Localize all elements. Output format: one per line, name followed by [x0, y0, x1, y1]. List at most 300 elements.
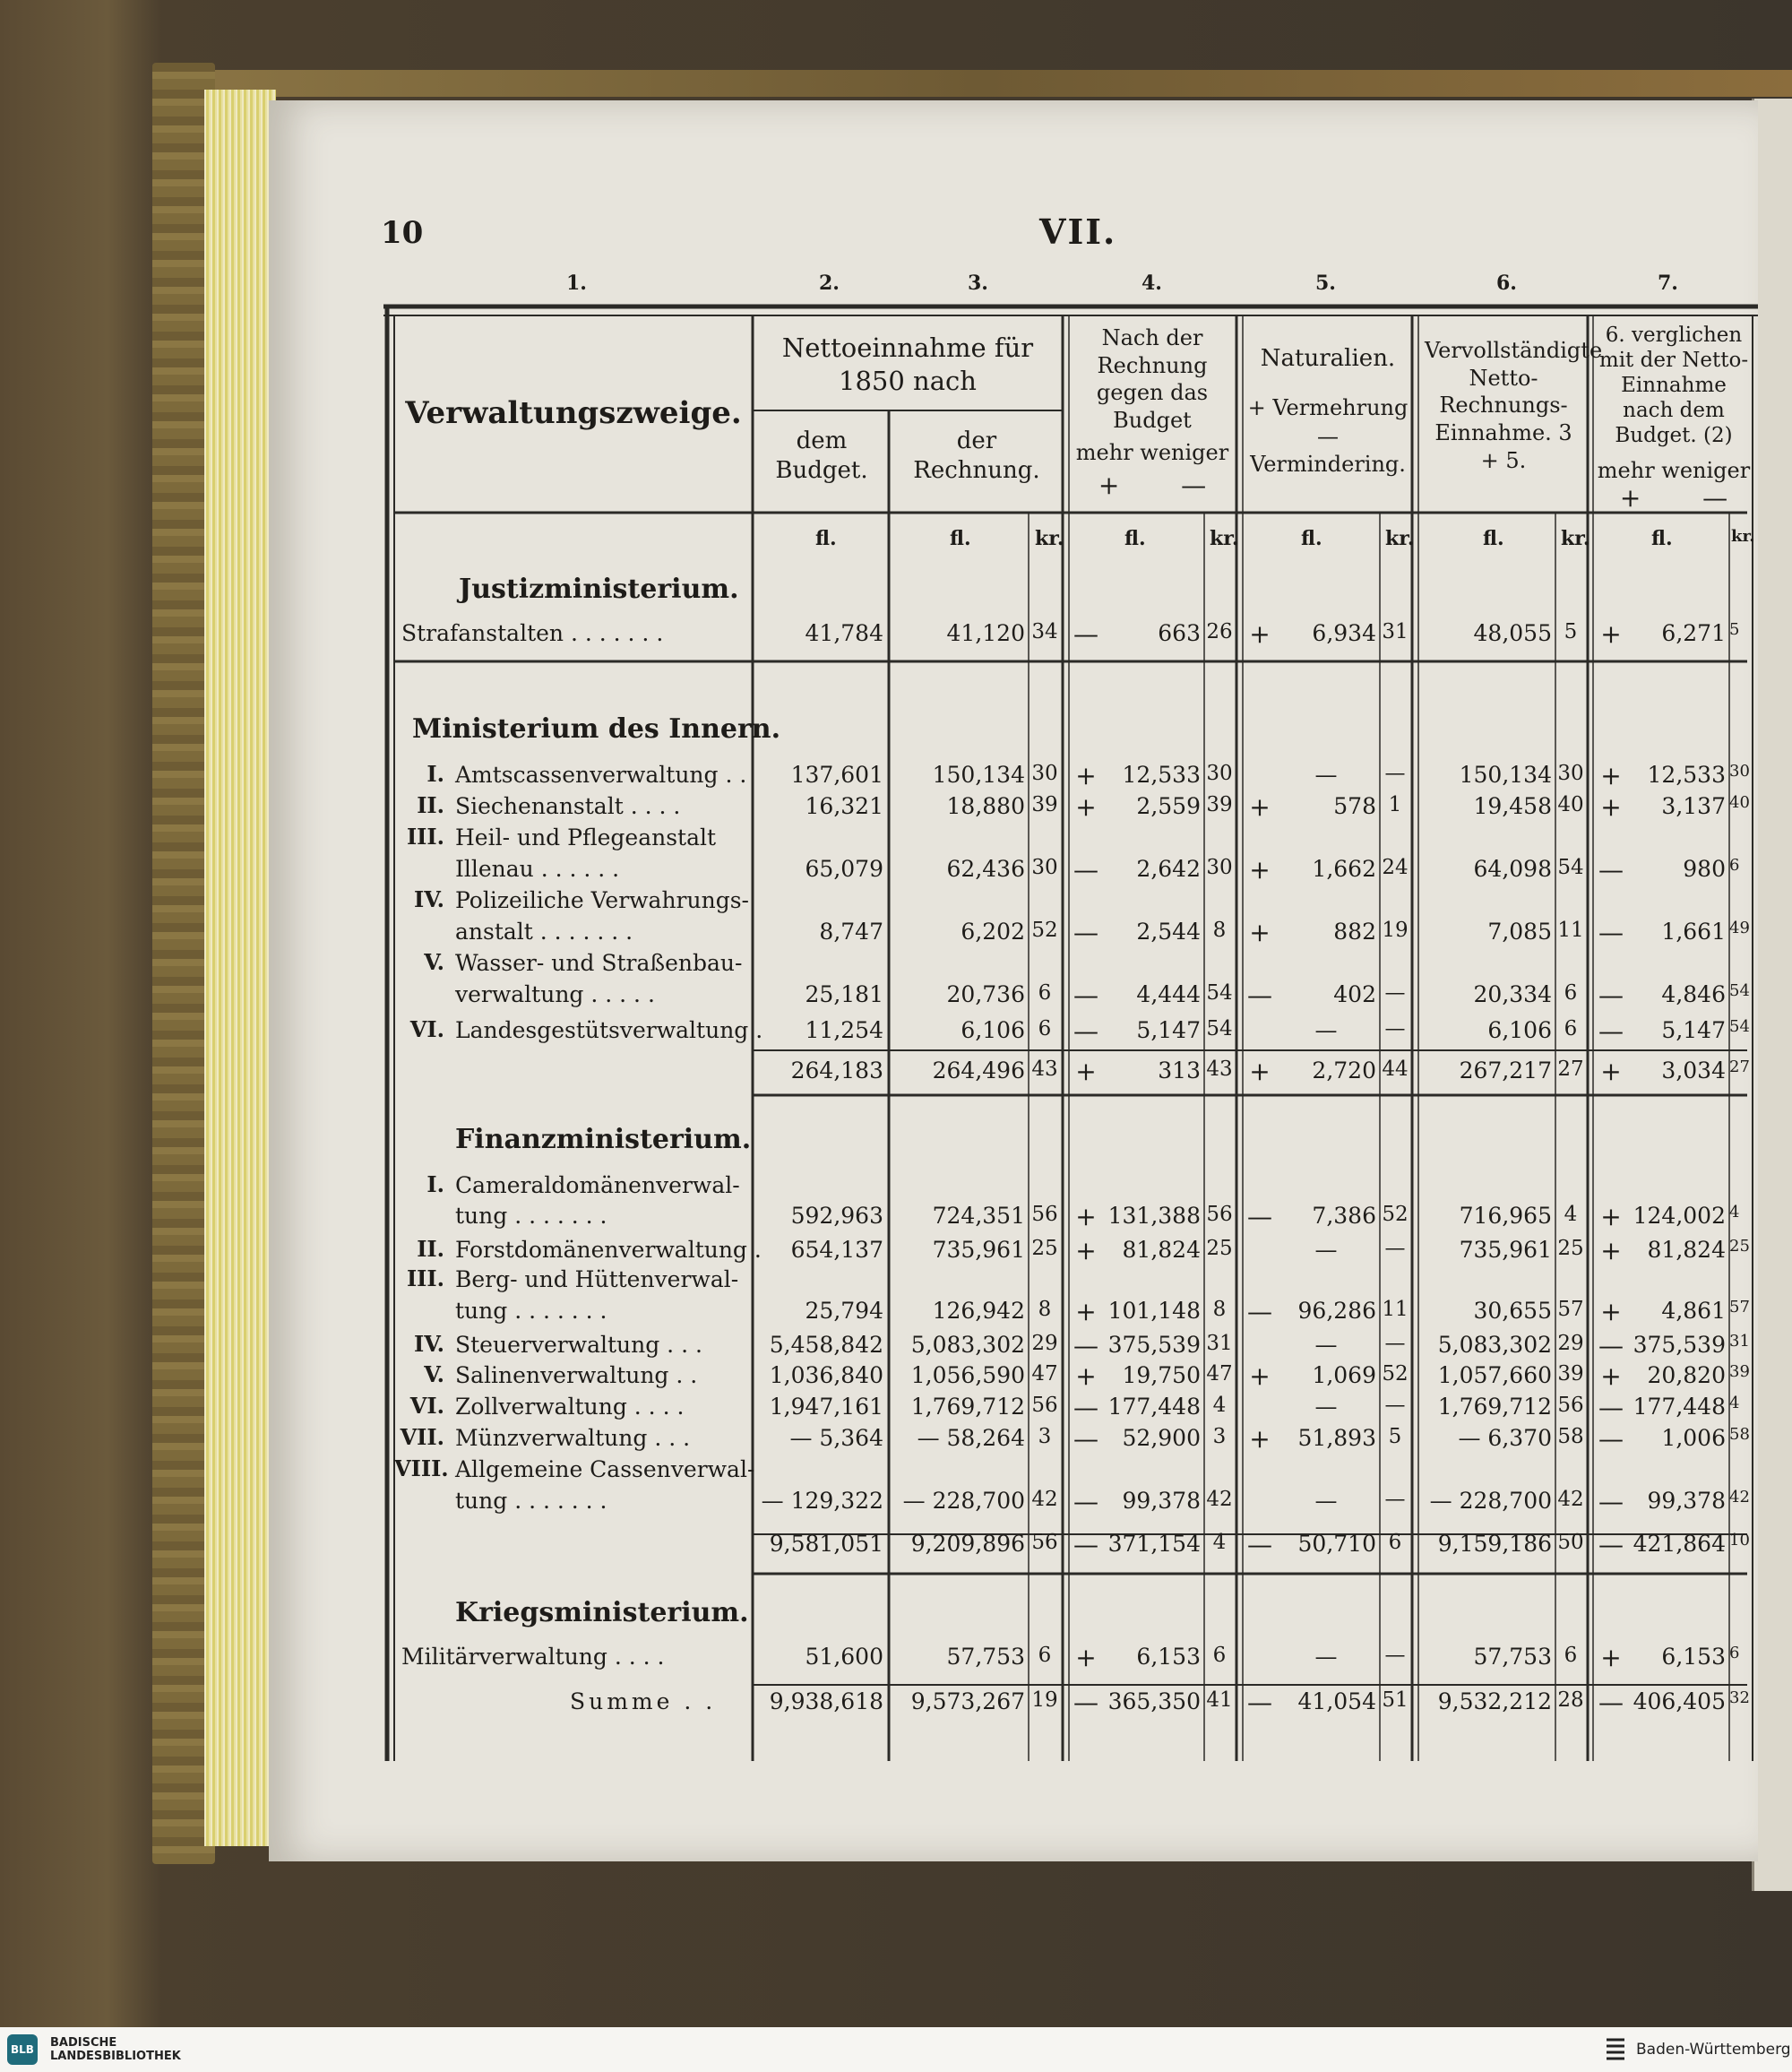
diff-fl: 313	[1158, 1058, 1201, 1083]
rechnung-fl: 1,769,712	[910, 1394, 1025, 1420]
naturalien-kr: —	[1384, 981, 1406, 1005]
vervollst-fl: 57,753	[1473, 1644, 1552, 1670]
diff-fl: 177,448	[1107, 1394, 1201, 1420]
naturalien-fl: 41,054	[1297, 1688, 1376, 1714]
vergleich-fl: 1,006	[1661, 1425, 1726, 1451]
diff-sign: —	[1073, 1393, 1098, 1422]
vervollst-kr: 54	[1557, 856, 1584, 879]
naturalien-fl: 2,720	[1312, 1058, 1376, 1083]
vergleich-fl: 3,137	[1661, 793, 1726, 819]
rechnung-fl: — 58,264	[917, 1425, 1025, 1451]
section-title: Justizministerium.	[459, 574, 739, 605]
diff-fl: 365,350	[1107, 1688, 1201, 1714]
naturalien-fl: —	[1314, 1394, 1338, 1420]
vervollst-fl: 5,083,302	[1437, 1332, 1552, 1358]
vergleich-kr: 25	[1729, 1237, 1750, 1256]
vervollst-fl: 6,106	[1487, 1017, 1552, 1043]
vergleich-sign: —	[1598, 1688, 1624, 1717]
naturalien-sign: +	[1249, 792, 1271, 822]
row-number: VII.	[400, 1424, 444, 1450]
diff-sign: —	[1073, 1530, 1098, 1559]
diff-kr: 30	[1206, 762, 1233, 785]
row-number: V.	[424, 1361, 444, 1387]
rechnung-kr: 25	[1031, 1237, 1058, 1260]
rechnung-fl: 1,056,590	[910, 1362, 1025, 1388]
diff-fl: 2,559	[1136, 793, 1201, 819]
row-label: Amtscassenverwaltung . .	[455, 762, 747, 788]
blb-logo-icon: BLB	[7, 2034, 38, 2065]
naturalien-kr: 6	[1388, 1531, 1402, 1554]
diff-fl: 5,147	[1136, 1017, 1201, 1043]
vervollst-kr: 5	[1564, 620, 1578, 643]
naturalien-sign: +	[1249, 619, 1271, 649]
row-label: Illenau . . . . . .	[455, 856, 620, 882]
naturalien-kr: 31	[1382, 620, 1409, 643]
rechnung-kr: 3	[1038, 1425, 1052, 1448]
rechnung-kr: 39	[1031, 793, 1058, 816]
diff-fl: 2,544	[1136, 919, 1201, 945]
vervollst-fl: 716,965	[1459, 1203, 1552, 1229]
diff-sign: +	[1075, 792, 1097, 822]
rechnung-fl: 41,120	[946, 620, 1025, 646]
rechnung-fl: 735,961	[932, 1237, 1025, 1263]
rechnung-kr: 42	[1031, 1488, 1058, 1511]
rechnung-kr: 34	[1031, 620, 1058, 643]
rechnung-kr: 30	[1031, 762, 1058, 785]
diff-sign: +	[1075, 761, 1097, 790]
diff-sign: —	[1073, 619, 1098, 649]
diff-kr: 56	[1206, 1203, 1233, 1226]
naturalien-kr: 1	[1388, 793, 1402, 816]
vervollst-fl: 7,085	[1487, 919, 1552, 945]
vergleich-kr: 6	[1729, 856, 1740, 875]
vergleich-kr: 54	[1729, 1017, 1750, 1036]
vergleich-fl: 6,153	[1661, 1644, 1726, 1670]
vervollst-kr: 42	[1557, 1488, 1584, 1511]
vervollst-fl: 20,334	[1473, 981, 1552, 1007]
budget-fl: 137,601	[790, 762, 883, 788]
budget-fl: 51,600	[805, 1644, 883, 1670]
rechnung-kr: 30	[1031, 856, 1058, 879]
header-verminderung: — Vermindering.	[1250, 424, 1406, 477]
budget-fl: 5,458,842	[769, 1332, 883, 1358]
rechnung-fl: — 228,700	[902, 1488, 1025, 1514]
vergleich-sign: +	[1600, 1236, 1622, 1265]
row-number: I.	[426, 1171, 444, 1197]
row-number: II.	[417, 792, 444, 818]
vergleich-fl: 81,824	[1647, 1237, 1726, 1263]
vergleich-kr: 40	[1729, 793, 1750, 812]
row-number: IV.	[413, 886, 444, 912]
diff-fl: 19,750	[1122, 1362, 1201, 1388]
naturalien-sign: +	[1249, 1057, 1271, 1086]
column-number: 6.	[1496, 272, 1517, 295]
column-number: 3.	[968, 272, 988, 295]
vervollst-fl: 1,769,712	[1437, 1394, 1552, 1420]
rechnung-fl: 57,753	[946, 1644, 1025, 1670]
budget-fl: 25,794	[805, 1298, 883, 1324]
naturalien-sign: —	[1247, 980, 1272, 1010]
section-title: Ministerium des Innern.	[412, 713, 781, 745]
diff-kr: 4	[1212, 1394, 1227, 1417]
vervollst-fl: 19,458	[1473, 793, 1552, 819]
vervollst-fl: 64,098	[1473, 856, 1552, 882]
naturalien-kr: 24	[1382, 856, 1409, 879]
vervollst-fl: 48,055	[1473, 620, 1552, 646]
naturalien-kr: —	[1384, 762, 1406, 785]
vergleich-kr: 58	[1729, 1425, 1750, 1444]
vergleich-sign: +	[1600, 1202, 1622, 1231]
vergleich-fl: 4,846	[1661, 981, 1726, 1007]
diff-fl: 101,148	[1107, 1298, 1201, 1324]
vergleich-sign: —	[1598, 1393, 1624, 1422]
row-label: Steuerverwaltung . . .	[455, 1332, 702, 1358]
unit-label: fl.	[1651, 527, 1673, 550]
rechnung-fl: 5,083,302	[910, 1332, 1025, 1358]
rechnung-fl: 9,573,267	[910, 1688, 1025, 1714]
naturalien-kr: 19	[1382, 919, 1409, 942]
vervollst-kr: 30	[1557, 762, 1584, 785]
vervollst-kr: 28	[1557, 1688, 1584, 1712]
diff-fl: 6,153	[1136, 1644, 1201, 1670]
diff-fl: 375,539	[1107, 1332, 1201, 1358]
diff-sign: —	[1073, 980, 1098, 1010]
row-number: I.	[426, 761, 444, 787]
vergleich-sign: —	[1598, 1424, 1624, 1454]
unit-label: kr.	[1210, 527, 1239, 550]
row-label: Landesgestütsverwaltung .	[455, 1017, 763, 1043]
row-label: Siechenanstalt . . . .	[455, 793, 681, 819]
naturalien-sign: +	[1249, 1424, 1271, 1454]
vergleich-sign: +	[1600, 761, 1622, 790]
rechnung-kr: 43	[1031, 1058, 1058, 1081]
vergleich-sign: —	[1598, 1016, 1624, 1046]
naturalien-sign: —	[1247, 1688, 1272, 1717]
naturalien-fl: 1,662	[1312, 856, 1376, 882]
vergleich-kr: 32	[1729, 1688, 1750, 1707]
vergleich-sign: —	[1598, 1331, 1624, 1360]
diff-kr: 4	[1212, 1531, 1227, 1554]
row-label: tung . . . . . . .	[455, 1298, 607, 1324]
vergleich-fl: 6,271	[1661, 620, 1726, 646]
rechnung-fl: 6,202	[961, 919, 1025, 945]
rechnung-fl: 18,880	[946, 793, 1025, 819]
vergleich-fl: 12,533	[1647, 762, 1726, 788]
diff-sign: —	[1073, 855, 1098, 885]
blb-line-2: LANDESBIBLIOTHEK	[50, 2050, 181, 2063]
diff-sign: +	[1075, 1057, 1097, 1086]
naturalien-fl: —	[1314, 1017, 1338, 1043]
budget-fl: 1,947,161	[769, 1394, 883, 1420]
naturalien-sign: —	[1247, 1202, 1272, 1231]
header-verglichen: 6. verglichen mit der Netto-Einnahme nach dem Budget. (2)	[1598, 324, 1749, 448]
diff-sign: +	[1075, 1297, 1097, 1326]
page-title: VII.	[1039, 212, 1117, 252]
vergleich-sign: +	[1600, 1643, 1622, 1672]
vergleich-kr: 27	[1729, 1058, 1750, 1076]
diff-sign: +	[1075, 1643, 1097, 1672]
naturalien-kr: —	[1384, 1488, 1406, 1511]
vergleich-kr: 54	[1729, 981, 1750, 1000]
naturalien-kr: 11	[1382, 1298, 1409, 1321]
diff-fl: 371,154	[1107, 1531, 1201, 1557]
vervollst-fl: — 228,700	[1429, 1488, 1552, 1514]
naturalien-fl: —	[1314, 762, 1338, 788]
row-number: III.	[406, 824, 444, 850]
unit-label: fl.	[1483, 527, 1504, 550]
row-number: VI.	[409, 1016, 444, 1042]
row-label: Zollverwaltung . . . .	[455, 1394, 685, 1420]
diff-sign: +	[1075, 1202, 1097, 1231]
diff-fl: 131,388	[1107, 1203, 1201, 1229]
header-mehr-weniger-7: mehr weniger	[1597, 458, 1751, 483]
vergleich-kr: 42	[1729, 1488, 1750, 1507]
rechnung-kr: 56	[1031, 1531, 1058, 1554]
budget-fl: 25,181	[805, 981, 883, 1007]
budget-fl: 1,036,840	[769, 1362, 883, 1388]
diff-fl: 81,824	[1122, 1237, 1201, 1263]
row-label: verwaltung . . . . .	[455, 981, 655, 1007]
vergleich-fl: 4,861	[1661, 1298, 1726, 1324]
row-number: IV.	[413, 1331, 444, 1357]
section-title: Kriegsministerium.	[455, 1597, 749, 1628]
diff-sign: —	[1073, 1487, 1098, 1516]
unit-label: fl.	[1301, 527, 1322, 550]
row-label: Summe . .	[570, 1688, 717, 1714]
vervollst-fl: 1,057,660	[1437, 1362, 1552, 1388]
header-vermehrung: + Vermehrung	[1247, 395, 1409, 420]
row-number: VIII.	[394, 1455, 449, 1481]
row-label: Berg- und Hüttenverwal-	[455, 1266, 739, 1292]
vergleich-fl: 375,539	[1633, 1332, 1726, 1358]
budget-fl: 65,079	[805, 856, 883, 882]
vergleich-fl: 1,661	[1661, 919, 1726, 945]
vergleich-sign: +	[1600, 1297, 1622, 1326]
diff-kr: 43	[1206, 1058, 1233, 1081]
header-nettoeinnahme: Nettoeinnahme für 1850 nach	[781, 332, 1034, 397]
vergleich-sign: —	[1598, 980, 1624, 1010]
diff-fl: 52,900	[1122, 1425, 1201, 1451]
vervollst-fl: 30,655	[1473, 1298, 1552, 1324]
budget-fl: 9,581,051	[769, 1531, 883, 1557]
diff-kr: 39	[1206, 793, 1233, 816]
diff-sign: —	[1073, 1688, 1098, 1717]
rechnung-fl: 9,209,896	[910, 1531, 1025, 1557]
vervollst-kr: 57	[1557, 1298, 1584, 1321]
coat-of-arms-icon	[1604, 2036, 1627, 2063]
naturalien-kr: 5	[1388, 1425, 1402, 1448]
vergleich-kr: 10	[1729, 1531, 1750, 1550]
vervollst-kr: 58	[1557, 1425, 1584, 1448]
vergleich-fl: 5,147	[1661, 1017, 1726, 1043]
naturalien-fl: —	[1314, 1237, 1338, 1263]
naturalien-kr: —	[1384, 1394, 1406, 1417]
rechnung-kr: 8	[1038, 1298, 1052, 1321]
row-label: tung . . . . . . .	[455, 1488, 607, 1514]
vergleich-sign: +	[1600, 1361, 1622, 1391]
blb-line-1: BADISCHE	[50, 2036, 117, 2050]
header-plus-minus-7: + —	[1619, 483, 1728, 513]
vergleich-kr: 4	[1729, 1203, 1740, 1222]
naturalien-sign: +	[1249, 855, 1271, 885]
budget-fl: 654,137	[790, 1237, 883, 1263]
vervollst-kr: 39	[1557, 1362, 1584, 1386]
vervollst-kr: 6	[1564, 1644, 1578, 1667]
row-label: anstalt . . . . . . .	[455, 919, 633, 945]
row-label: Münzverwaltung . . .	[455, 1425, 691, 1451]
vergleich-kr: 49	[1729, 919, 1750, 937]
column-number: 1.	[566, 272, 587, 295]
vervollst-fl: 9,159,186	[1437, 1531, 1552, 1557]
diff-fl: 99,378	[1122, 1488, 1201, 1514]
diff-kr: 30	[1206, 856, 1233, 879]
row-label: Forstdomänenverwaltung .	[455, 1237, 762, 1263]
footer-bar	[0, 2027, 1792, 2072]
header-vervollstaendigte: Vervollständigte Netto-Rechnungs-Einnahme. 3 + 5.	[1425, 338, 1603, 473]
vervollst-kr: 4	[1564, 1203, 1578, 1226]
vervollst-kr: 25	[1557, 1237, 1584, 1260]
budget-fl: 41,784	[805, 620, 883, 646]
rechnung-kr: 29	[1031, 1332, 1058, 1355]
naturalien-fl: 578	[1333, 793, 1376, 819]
row-number: V.	[424, 949, 444, 975]
naturalien-fl: 882	[1333, 919, 1376, 945]
unit-label: fl.	[815, 527, 837, 550]
diff-sign: —	[1073, 1331, 1098, 1360]
header-plus-minus: + —	[1098, 471, 1207, 500]
rechnung-kr: 6	[1038, 1017, 1052, 1040]
diff-fl: 12,533	[1122, 762, 1201, 788]
header-verwaltungszweige: Verwaltungszweige.	[405, 395, 742, 431]
rechnung-fl: 724,351	[932, 1203, 1025, 1229]
blb-logo-text	[50, 2036, 181, 2063]
row-label: tung . . . . . . .	[455, 1203, 607, 1229]
budget-fl: 9,938,618	[769, 1688, 883, 1714]
rechnung-kr: 56	[1031, 1394, 1058, 1417]
vergleich-fl: 99,378	[1647, 1488, 1726, 1514]
vergleich-kr: 31	[1729, 1332, 1750, 1351]
row-number: VI.	[409, 1393, 444, 1419]
diff-kr: 31	[1206, 1332, 1233, 1355]
vergleich-sign: —	[1598, 1487, 1624, 1516]
vervollst-fl: 150,134	[1459, 762, 1552, 788]
vergleich-fl: 3,034	[1661, 1058, 1726, 1083]
vervollst-fl: — 6,370	[1458, 1425, 1552, 1451]
vervollst-kr: 6	[1564, 1017, 1578, 1040]
vervollst-kr: 11	[1557, 919, 1584, 942]
rechnung-fl: 62,436	[946, 856, 1025, 882]
row-label: Militärverwaltung . . . .	[401, 1644, 665, 1670]
diff-kr: 25	[1206, 1237, 1233, 1260]
row-label: Wasser- und Straßenbau-	[455, 950, 743, 976]
vergleich-fl: 980	[1683, 856, 1726, 882]
rechnung-kr: 52	[1031, 919, 1058, 942]
vervollst-fl: 735,961	[1459, 1237, 1552, 1263]
vergleich-sign: —	[1598, 855, 1624, 885]
vervollst-fl: 267,217	[1459, 1058, 1552, 1083]
vergleich-fl: 124,002	[1633, 1203, 1726, 1229]
header-budget: dem Budget.	[775, 427, 868, 485]
naturalien-kr: —	[1384, 1644, 1406, 1667]
diff-kr: 54	[1206, 981, 1233, 1005]
vervollst-kr: 56	[1557, 1394, 1584, 1417]
header-rechnung-gegen-budget: Nach der Rechnung gegen das Budget	[1096, 325, 1209, 434]
column-number: 2.	[819, 272, 840, 295]
header-rechnung: der Rechnung.	[913, 427, 1040, 485]
naturalien-fl: 7,386	[1312, 1203, 1376, 1229]
naturalien-fl: 402	[1333, 981, 1376, 1007]
column-number: 5.	[1315, 272, 1336, 295]
vergleich-sign: +	[1600, 619, 1622, 649]
budget-fl: — 5,364	[789, 1425, 883, 1451]
unit-label: kr.	[1561, 527, 1590, 550]
vervollst-kr: 27	[1557, 1058, 1584, 1081]
budget-fl: 11,254	[805, 1017, 883, 1043]
naturalien-fl: 50,710	[1297, 1531, 1376, 1557]
diff-kr: 42	[1206, 1488, 1233, 1511]
naturalien-kr: 44	[1382, 1058, 1409, 1081]
rechnung-fl: 6,106	[961, 1017, 1025, 1043]
row-label: Heil- und Pflegeanstalt	[455, 824, 717, 850]
header-mehr-weniger: mehr weniger	[1075, 440, 1229, 465]
diff-kr: 47	[1206, 1362, 1233, 1386]
budget-fl: 592,963	[790, 1203, 883, 1229]
naturalien-fl: 96,286	[1297, 1298, 1376, 1324]
unit-label: kr.	[1035, 527, 1064, 550]
budget-fl: 16,321	[805, 793, 883, 819]
naturalien-kr: —	[1384, 1237, 1406, 1260]
rechnung-fl: 150,134	[932, 762, 1025, 788]
diff-sign: —	[1073, 1424, 1098, 1454]
vergleich-sign: —	[1598, 918, 1624, 947]
diff-sign: —	[1073, 918, 1098, 947]
vergleich-kr: 4	[1729, 1394, 1740, 1412]
vergleich-fl: 20,820	[1647, 1362, 1726, 1388]
row-label: Cameraldomänenverwal-	[455, 1172, 740, 1198]
unit-label: fl.	[1124, 527, 1146, 550]
column-number: 7.	[1658, 272, 1678, 295]
naturalien-fl: —	[1314, 1332, 1338, 1358]
unit-label: kr.	[1731, 527, 1755, 546]
diff-fl: 2,642	[1136, 856, 1201, 882]
naturalien-kr: 51	[1382, 1688, 1409, 1712]
vergleich-kr: 39	[1729, 1362, 1750, 1381]
naturalien-fl: 1,069	[1312, 1362, 1376, 1388]
naturalien-sign: —	[1247, 1530, 1272, 1559]
rechnung-kr: 56	[1031, 1203, 1058, 1226]
partner-label: Baden-Württemberg	[1636, 2041, 1791, 2059]
budget-fl: 264,183	[790, 1058, 883, 1083]
row-label: Polizeiliche Verwahrungs-	[455, 887, 749, 913]
rechnung-fl: 20,736	[946, 981, 1025, 1007]
budget-fl: 8,747	[819, 919, 883, 945]
diff-sign: —	[1073, 1016, 1098, 1046]
diff-kr: 8	[1212, 919, 1227, 942]
row-number: III.	[406, 1265, 444, 1291]
header-naturalien: Naturalien.	[1260, 345, 1396, 372]
row-label: Allgemeine Cassenverwal-	[455, 1456, 755, 1482]
naturalien-kr: —	[1384, 1332, 1406, 1355]
diff-kr: 41	[1206, 1688, 1233, 1712]
vergleich-fl: 177,448	[1633, 1394, 1726, 1420]
budget-fl: — 129,322	[761, 1488, 883, 1514]
naturalien-fl: 51,893	[1297, 1425, 1376, 1451]
naturalien-kr: 52	[1382, 1362, 1409, 1386]
naturalien-fl: —	[1314, 1644, 1338, 1670]
vervollst-kr: 50	[1557, 1531, 1584, 1554]
naturalien-kr: —	[1384, 1017, 1406, 1040]
row-label: Strafanstalten . . . . . . .	[401, 620, 664, 646]
